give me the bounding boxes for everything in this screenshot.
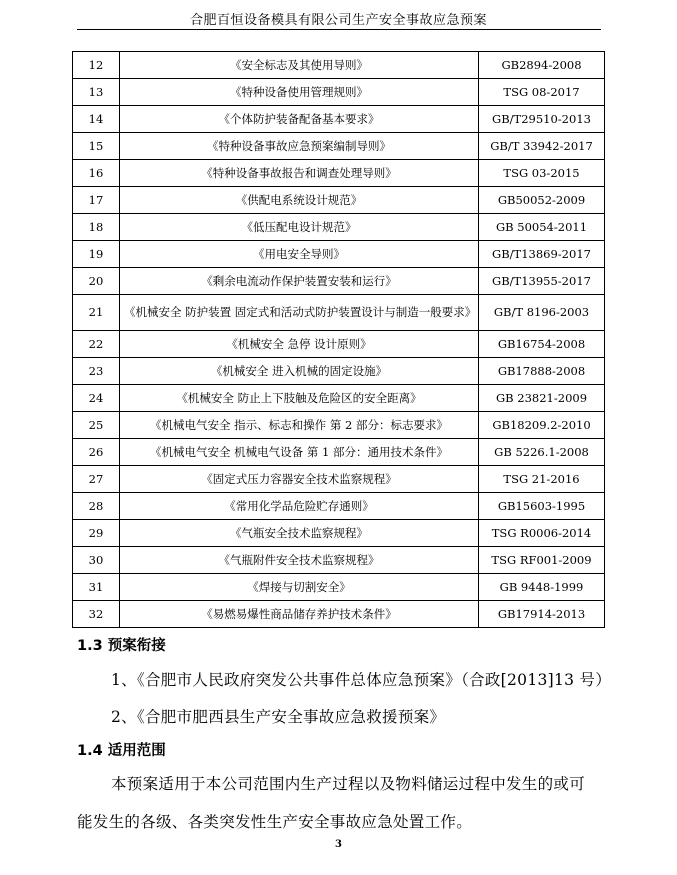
standard-name-cell: 《特种设备事故报告和调查处理导则》 <box>120 160 479 187</box>
section-1-3-item-1: 1、《合肥市人民政府突发公共事件总体应急预案》（合政[2013]13 号） <box>111 671 612 689</box>
table-row <box>73 187 605 214</box>
standard-code-cell: GB 50054-2011 <box>479 214 605 241</box>
row-number-cell: 13 <box>73 79 120 106</box>
section-1-4-heading: 1.4 适用范围 <box>77 743 166 759</box>
standard-name-cell: 《气瓶附件安全技术监察规程》 <box>120 547 479 574</box>
standards-table-body <box>73 52 605 628</box>
standard-code-cell: GB16754-2008 <box>479 331 605 358</box>
section-1-4-line-1: 本预案适用于本公司范围内生产过程以及物料储运过程中发生的或可 <box>111 775 586 793</box>
standard-name-cell: 《固定式压力容器安全技术监察规程》 <box>120 466 479 493</box>
standard-name-cell: 《易燃易爆性商品储存养护技术条件》 <box>120 601 479 628</box>
standard-name-cell: 《剩余电流动作保护装置安装和运行》 <box>120 268 479 295</box>
standard-code-cell: GB 23821-2009 <box>479 385 605 412</box>
standard-name-cell: 《常用化学品危险贮存通则》 <box>120 493 479 520</box>
standard-code-cell: GB/T29510-2013 <box>479 106 605 133</box>
row-number-cell: 18 <box>73 214 120 241</box>
row-number-cell: 29 <box>73 520 120 547</box>
standard-name-cell: 《机械安全 防止上下肢触及危险区的安全距离》 <box>120 385 479 412</box>
standard-name-cell: 《用电安全导则》 <box>120 241 479 268</box>
table-row <box>73 493 605 520</box>
standard-code-cell: GB18209.2-2010 <box>479 412 605 439</box>
standard-code-cell: TSG RF001-2009 <box>479 547 605 574</box>
table-row <box>73 358 605 385</box>
table-row <box>73 133 605 160</box>
standard-name-cell: 《个体防护装备配备基本要求》 <box>120 106 479 133</box>
row-number-cell: 20 <box>73 268 120 295</box>
standard-name-cell: 《机械电气安全 机械电气设备 第 1 部分：通用技术条件》 <box>120 439 479 466</box>
table-row <box>73 439 605 466</box>
standard-name-cell: 《机械安全 防护装置 固定式和活动式防护装置设计与制造一般要求》 <box>120 295 479 331</box>
standard-code-cell: TSG 08-2017 <box>479 79 605 106</box>
section-1-3-heading: 1.3 预案衔接 <box>77 638 166 654</box>
standard-name-cell: 《机械安全 急停 设计原则》 <box>120 331 479 358</box>
standard-code-cell: GB17914-2013 <box>479 601 605 628</box>
row-number-cell: 30 <box>73 547 120 574</box>
header-divider <box>77 29 601 30</box>
standard-code-cell: GB2894-2008 <box>479 52 605 79</box>
row-number-cell: 28 <box>73 493 120 520</box>
row-number-cell: 14 <box>73 106 120 133</box>
table-row <box>73 547 605 574</box>
row-number-cell: 25 <box>73 412 120 439</box>
row-number-cell: 26 <box>73 439 120 466</box>
row-number-cell: 31 <box>73 574 120 601</box>
standard-code-cell: GB17888-2008 <box>479 358 605 385</box>
standard-name-cell: 《气瓶安全技术监察规程》 <box>120 520 479 547</box>
page-number: 3 <box>335 839 342 850</box>
page-header-title: 合肥百恒设备模具有限公司生产安全事故应急预案 <box>189 13 487 28</box>
row-number-cell: 22 <box>73 331 120 358</box>
standard-name-cell: 《安全标志及其使用导则》 <box>120 52 479 79</box>
table-row <box>73 331 605 358</box>
row-number-cell: 24 <box>73 385 120 412</box>
section-1-3-item-2: 2、《合肥市肥西县生产安全事故应急救援预案》 <box>111 708 446 726</box>
table-row <box>73 79 605 106</box>
standard-code-cell: GB/T13869-2017 <box>479 241 605 268</box>
standard-code-cell: GB/T 8196-2003 <box>479 295 605 331</box>
row-number-cell: 15 <box>73 133 120 160</box>
section-1-4-line-2: 能发生的各级、各类突发性生产安全事故应急处置工作。 <box>77 813 473 831</box>
table-row <box>73 412 605 439</box>
standard-name-cell: 《机械安全 进入机械的固定设施》 <box>120 358 479 385</box>
table-row <box>73 520 605 547</box>
standard-code-cell: TSG R0006-2014 <box>479 520 605 547</box>
row-number-cell: 27 <box>73 466 120 493</box>
table-row <box>73 295 605 331</box>
standard-name-cell: 《特种设备使用管理规则》 <box>120 79 479 106</box>
standard-name-cell: 《供配电系统设计规范》 <box>120 187 479 214</box>
standard-code-cell: GB/T13955-2017 <box>479 268 605 295</box>
row-number-cell: 23 <box>73 358 120 385</box>
standard-code-cell: TSG 21-2016 <box>479 466 605 493</box>
standard-name-cell: 《机械电气安全 指示、标志和操作 第 2 部分：标志要求》 <box>120 412 479 439</box>
table-row <box>73 52 605 79</box>
table-row <box>73 160 605 187</box>
table-row <box>73 466 605 493</box>
standard-code-cell: GB15603-1995 <box>479 493 605 520</box>
row-number-cell: 32 <box>73 601 120 628</box>
table-row <box>73 601 605 628</box>
table-row <box>73 268 605 295</box>
table-row <box>73 106 605 133</box>
standard-name-cell: 《特种设备事故应急预案编制导则》 <box>120 133 479 160</box>
table-row <box>73 385 605 412</box>
table-row <box>73 574 605 601</box>
standard-code-cell: GB 9448-1999 <box>479 574 605 601</box>
table-row <box>73 241 605 268</box>
standard-code-cell: TSG 03-2015 <box>479 160 605 187</box>
standard-code-cell: GB50052-2009 <box>479 187 605 214</box>
standard-code-cell: GB/T 33942-2017 <box>479 133 605 160</box>
row-number-cell: 21 <box>73 295 120 331</box>
standard-name-cell: 《低压配电设计规范》 <box>120 214 479 241</box>
row-number-cell: 17 <box>73 187 120 214</box>
standard-code-cell: GB 5226.1-2008 <box>479 439 605 466</box>
row-number-cell: 19 <box>73 241 120 268</box>
row-number-cell: 16 <box>73 160 120 187</box>
standards-table <box>72 51 605 628</box>
standard-name-cell: 《焊接与切割安全》 <box>120 574 479 601</box>
row-number-cell: 12 <box>73 52 120 79</box>
table-row <box>73 214 605 241</box>
